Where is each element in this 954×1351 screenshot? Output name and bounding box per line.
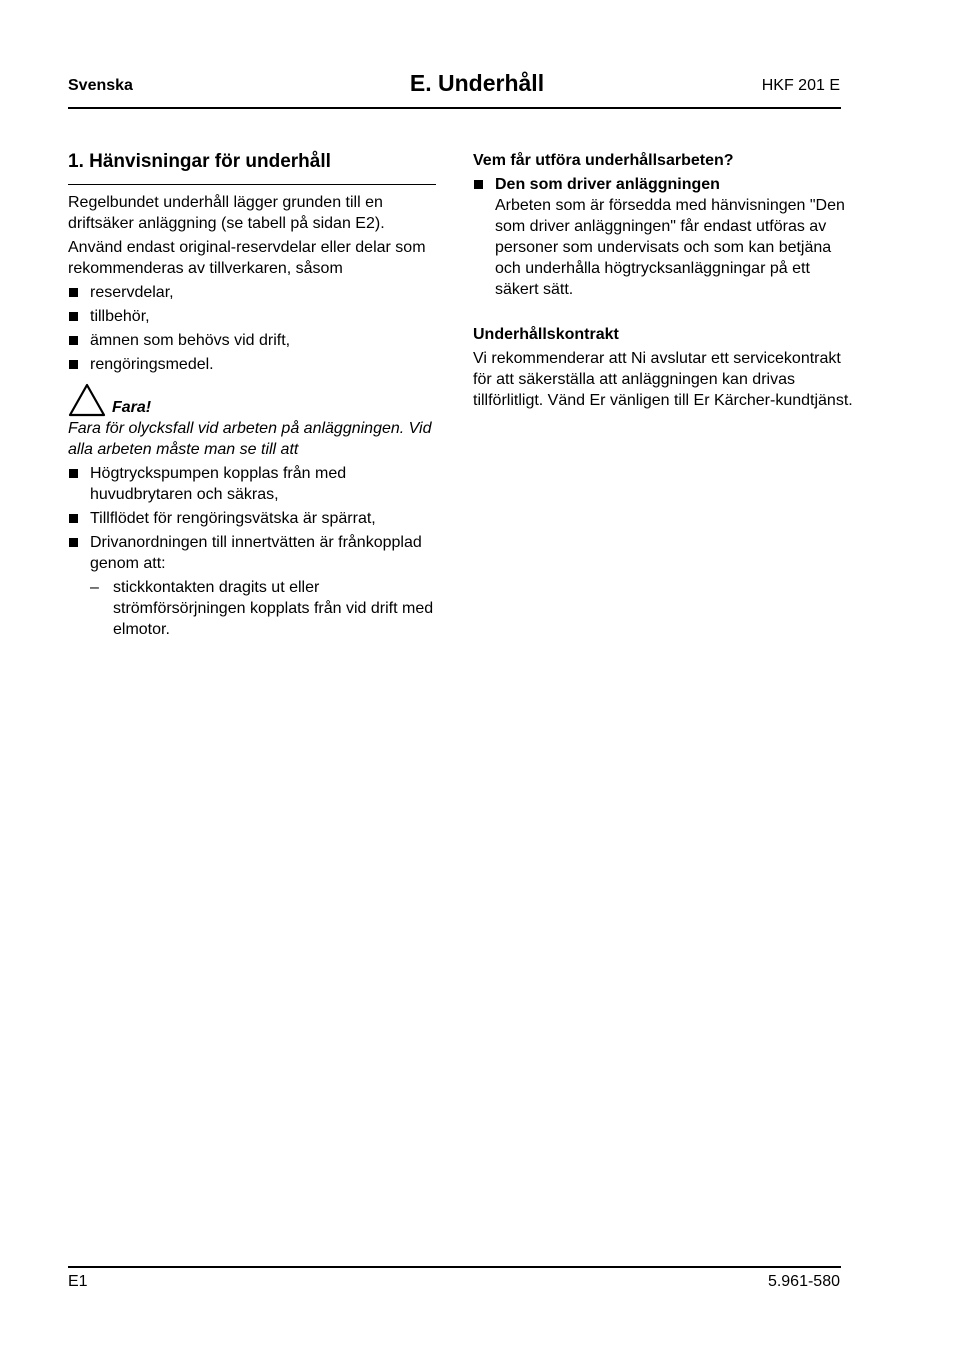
list-item: tillbehör, — [68, 306, 438, 327]
warning-header — [68, 383, 438, 417]
square-bullet-icon — [69, 469, 78, 478]
page-title: E. Underhåll — [409, 70, 545, 96]
section-heading: 1. Hänvisningar för underhåll — [68, 151, 331, 172]
dash-item — [68, 577, 438, 640]
square-bullet-icon — [69, 312, 78, 321]
list-item: reservdelar, — [68, 282, 438, 303]
square-bullet-icon — [69, 288, 78, 297]
list-item: rengöringsmedel. — [68, 354, 438, 375]
parts-list — [68, 282, 438, 375]
page-number: E1 — [68, 1273, 88, 1290]
dash-item-text: stickkontakten dragits ut eller strömförsörjningen kopplats från vid drift med elmotor. — [113, 579, 434, 638]
contract-heading: Underhållskontrakt — [473, 326, 619, 343]
header-model: HKF 201 E — [761, 77, 840, 94]
header-rule — [68, 107, 841, 109]
warning-triangle-icon — [68, 383, 106, 417]
list-item: Högtryckspumpen kopplas från med huvudbrytaren och säkras, — [68, 463, 438, 505]
section-rule — [68, 184, 436, 185]
warning-label: Fara! — [112, 399, 152, 416]
parts-paragraph: Använd endast original-reservdelar eller delar som rekommenderas av tillverkaren, såsom — [68, 239, 426, 277]
square-bullet-icon — [69, 360, 78, 369]
who-list — [473, 174, 853, 300]
header-language: Svenska — [68, 77, 133, 94]
intro-paragraph: Regelbundet underhåll lägger grunden till en driftsäker anläggning (se tabell på sidan E2). — [68, 194, 385, 232]
square-bullet-icon — [69, 538, 78, 547]
right-column — [473, 150, 853, 414]
footer-rule — [68, 1266, 841, 1268]
square-bullet-icon — [69, 336, 78, 345]
warning-list — [68, 463, 438, 574]
operator-title: Den som driver anläggningen — [495, 176, 720, 193]
who-heading: Vem får utföra underhållsarbeten? — [473, 152, 734, 169]
list-item: Tillflödet för rengöringsvätska är spärrat, — [68, 508, 438, 529]
warning-text: Fara för olycksfall vid arbeten på anläggningen. Vid alla arbeten måste man se till att — [68, 420, 432, 458]
square-bullet-icon — [474, 180, 483, 189]
list-item: ämnen som behövs vid drift, — [68, 330, 438, 351]
contract-text: Vi rekommenderar att Ni avslutar ett servicekontrakt för att säkerställa att anläggningen kan drivas tillförlitligt. Vänd Er vänligen till Er Kärcher-kundtjänst. — [473, 350, 853, 409]
operator-text: Arbeten som är försedda med hänvisningen "Den som driver anläggningen" får endast utföras av personer som undervisats och som kan betjäna och underhålla högtrycksanläggningar på ett säkert sätt. — [495, 197, 845, 298]
dash-symbol: – — [90, 579, 99, 596]
list-item — [473, 174, 853, 300]
document-number: 5.961-580 — [767, 1273, 840, 1290]
square-bullet-icon — [69, 514, 78, 523]
left-column — [68, 150, 438, 640]
list-item: Drivanordningen till innertvätten är frånkopplad genom att: — [68, 532, 438, 574]
